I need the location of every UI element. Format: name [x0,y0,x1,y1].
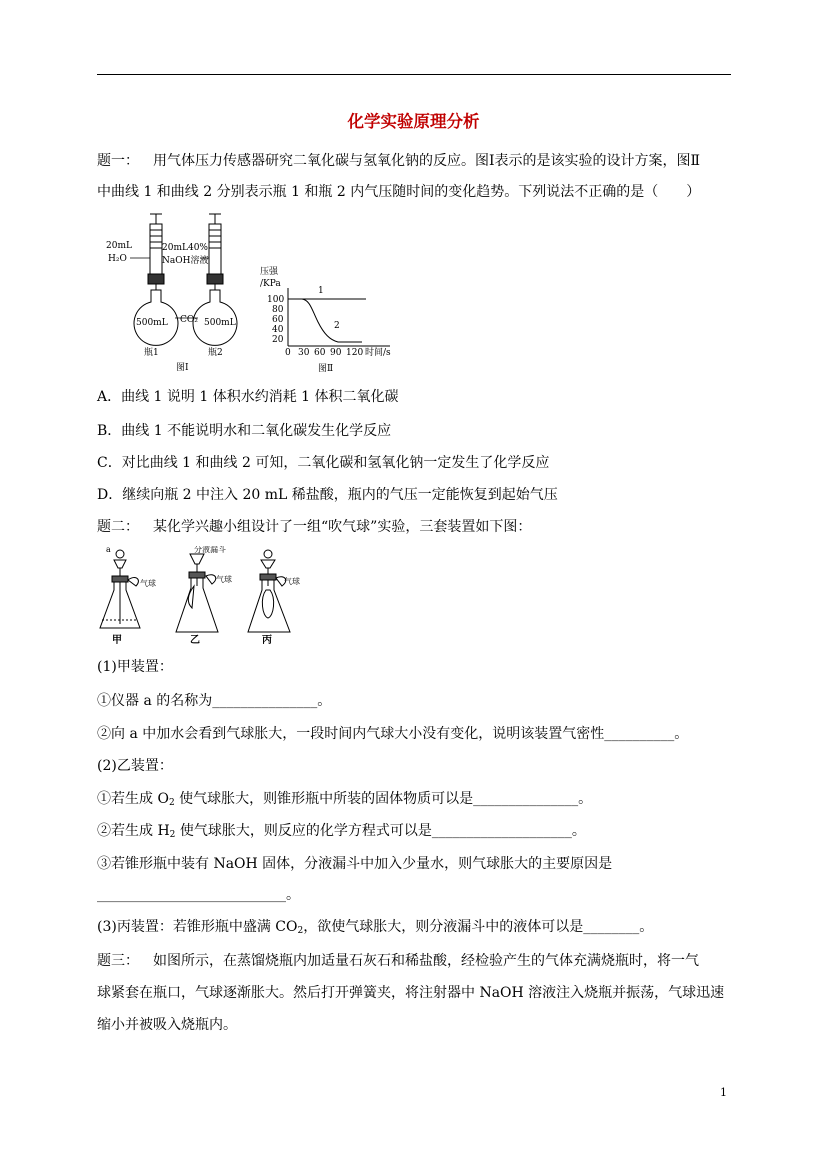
fig2-xtick-60: 60 [314,348,326,358]
apparatus-yi [176,554,218,632]
q2-part2-a-post: 使气球胀大，则锥形瓶中所装的固体物质可以是_______________。 [174,791,593,807]
q3-text1: 如图所示，在蒸馏烧瓶内加适量石灰石和稀盐酸，经检验产生的气体充满烧瓶时，将一气 [153,953,699,969]
q1-stem1: 用气体压力传感器研究二氧化碳与氢氧化钠的反应。图Ⅰ表示的是该实验的设计方案，图Ⅱ [153,153,701,169]
figure-2-pressure-graph [258,262,398,374]
fig2-ytick-60: 60 [272,315,284,325]
apparatus-bing-name: 丙 [262,635,272,646]
fig2-xtick-120: 120 [346,348,364,358]
apparatus-jia-label-a: a [106,546,111,554]
fig1-flask1-volume: 500mL [136,318,168,328]
q1-option-b: B．曲线 1 不能说明水和二氧化碳发生化学反应 [97,423,392,439]
apparatus-jia-balloon-label: 气球 [140,579,156,588]
fig1-flask2-volume: 500mL [204,318,236,328]
fig2-curve-2 [288,299,362,342]
q2-part3-post: ，欲使气球胀大，则分液漏斗中的液体可以是________。 [303,919,654,935]
fig1-bottle1-label: 瓶1 [144,348,159,358]
fig2-xlabel: 时间/s [365,348,391,358]
fig1-syringe2-label: 20mL40% [162,243,208,253]
q2-part3 [97,918,737,940]
q2-part3-pre: (3)丙装置：若锥形瓶中盛满 CO [97,919,298,935]
q3-line3: 缩小并被吸入烧瓶内。 [97,1017,237,1033]
apparatus-jia-name: 甲 [112,635,122,646]
q2-part2-b-pre: ②若生成 H [97,823,170,839]
fig2-yunit: /KPa [260,279,281,289]
q1-option-d: D．继续向瓶 2 中注入 20 mL 稀盐酸，瓶内的气压一定能恢复到起始气压 [97,487,558,503]
syringe-2 [207,214,223,290]
fig1-co2-label: CO₂ [180,315,198,325]
figure-balloon-apparatus [98,546,308,648]
fig2-xtick-90: 90 [330,348,342,358]
fig1-syringe2-content: NaOH溶液 [162,256,209,266]
q2-part1-b: ②向 a 中加水会看到气球胀大，一段时间内气球大小没有变化，说明该装置气密性__________。 [97,726,689,742]
figure-1-apparatus [100,210,260,376]
fig2-ytick-80: 80 [272,305,284,315]
q3-line2: 球紧套在瓶口，气球逐渐胀大。然后打开弹簧夹，将注射器中 NaOH 溶液注入烧瓶并振荡，气球迅速 [97,985,725,1001]
q2-part2-b-post: 使气球胀大，则反应的化学方程式可以是____________________。 [175,823,586,839]
fig2-curve2-label: 2 [334,321,340,331]
q2-part2-a [97,790,737,812]
fig2-xtick-30: 30 [298,348,310,358]
apparatus-bing-balloon-label: 气球 [284,577,300,586]
q1-stem-line2: 中曲线 1 和曲线 2 分别表示瓶 1 和瓶 2 内气压随时间的变化趋势。下列说法不正确的是（ ） [97,184,701,200]
fig1-syringe1-content: H₂O [108,254,127,264]
page-number: 1 [720,1086,727,1099]
q1-option-c: C．对比曲线 1 和曲线 2 可知，二氧化碳和氢氧化钠一定发生了化学反应 [97,455,550,471]
q2-label: 题二： [97,519,139,535]
apparatus-funnel-label: 分液漏斗 [194,546,226,554]
apparatus-jia [100,550,140,628]
q1-option-a: A．曲线 1 说明 1 体积水约消耗 1 体积二氧化碳 [97,389,399,405]
q2-part2-c-blank: ___________________________。 [97,887,300,903]
apparatus-yi-name: 乙 [190,635,200,646]
q3-label: 题三： [97,953,139,969]
fig2-curve1-label: 1 [318,286,324,296]
apparatus-bing [248,550,290,632]
fig1-syringe1-label: 20mL [106,241,132,251]
q2-part1-a: ①仪器 a 的名称为_______________。 [97,693,332,709]
q2-stem: 某化学兴趣小组设计了一组“吹气球”实验，三套装置如下图： [153,519,532,535]
fig1-caption: 图Ⅰ [176,363,189,373]
q2-stem-line [97,518,737,536]
fig2-ytick-20: 20 [272,335,284,345]
q1-stem-line1 [97,152,737,170]
fig2-ytick-100: 100 [267,295,285,305]
q2-part2-c: ③若锥形瓶中装有 NaOH 固体，分液漏斗中加入少量水，则气球胀大的主要原因是 [97,856,613,872]
q2-part2-b [97,822,737,844]
fig2-xtick-0: 0 [285,348,291,358]
q2-part2-heading: (2)乙装置： [97,758,173,774]
q1-label: 题一： [97,153,139,169]
q3-line1 [97,952,737,970]
fig1-bottle2-label: 瓶2 [208,348,223,358]
q2-part2-a-sub: 2 [168,798,175,808]
q2-part3-sub: 2 [297,926,304,936]
apparatus-yi-balloon-label: 气球 [216,575,232,584]
fig2-caption: 图Ⅱ [318,364,334,374]
fig2-ytick-40: 40 [272,325,284,335]
page-title: 化学实验原理分析 [347,112,480,131]
q2-part1-heading: (1)甲装置： [97,659,173,675]
q2-part2-a-pre: ①若生成 O [97,791,169,807]
fig2-ylabel: 压强 [260,267,279,277]
q2-part2-b-sub: 2 [169,830,176,840]
header-rule [97,74,731,75]
